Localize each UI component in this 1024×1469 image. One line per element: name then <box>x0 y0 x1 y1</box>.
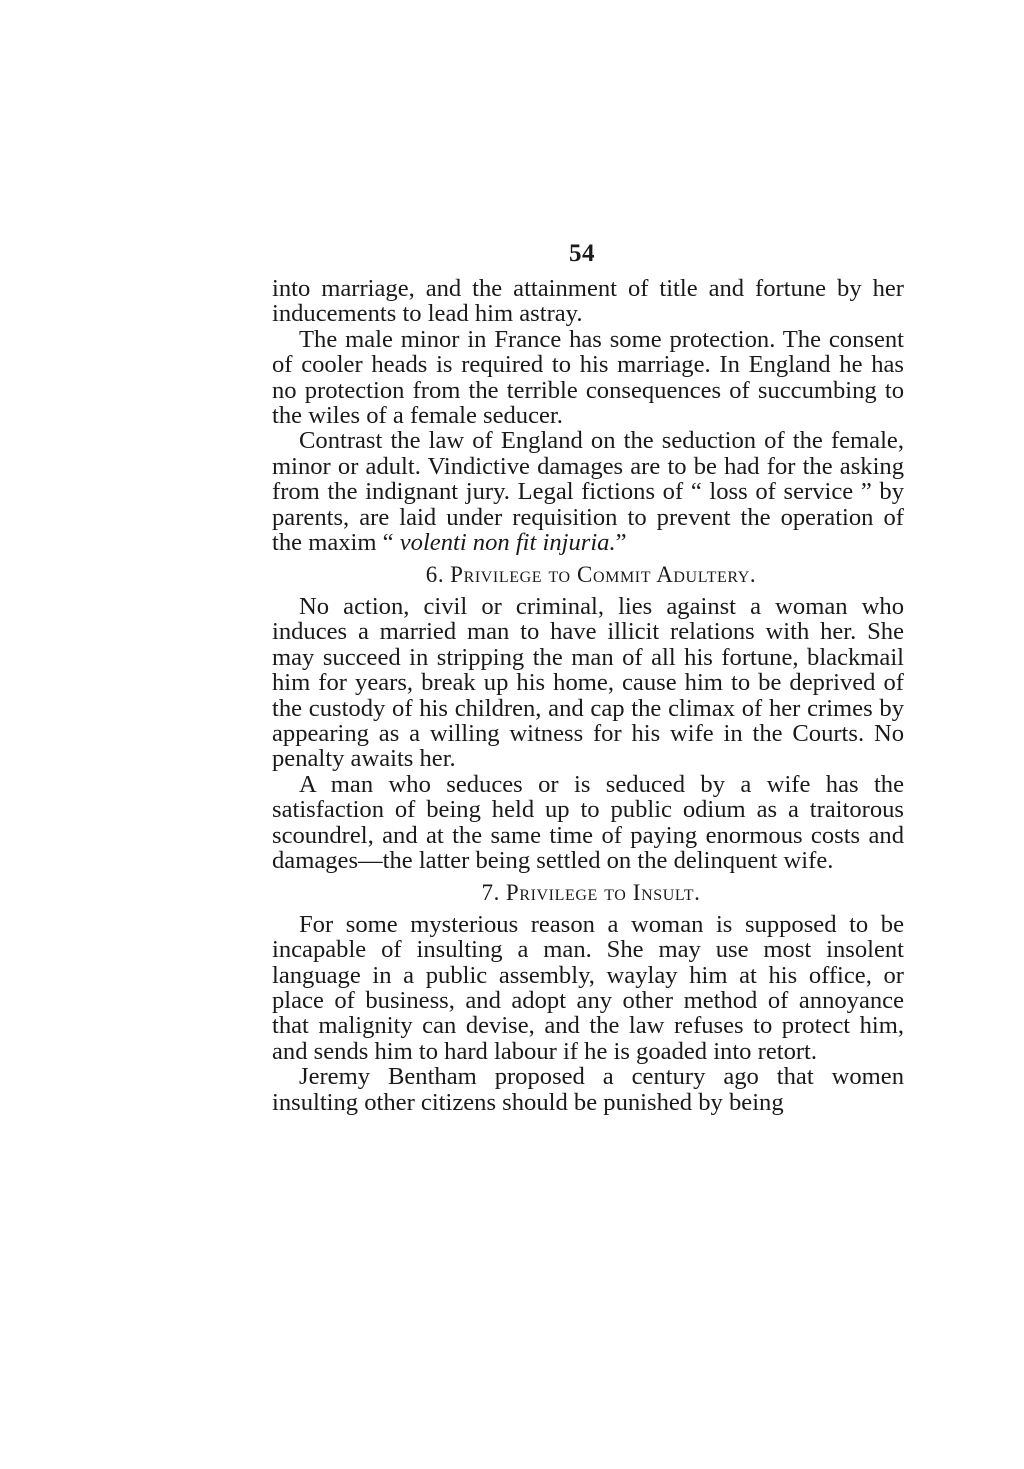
contrast-text: Contrast the law of England on the seduction of the female, minor or adult. Vindictive damages are to be had for the asking from the indignant jury. Legal fictions of “ loss of service ” by parents, are laid under requisition to prevent the operation of the maxim <box>272 427 904 557</box>
section-number: 6. <box>425 562 445 588</box>
section-title: Privilege to Commit Adultery. <box>450 562 757 588</box>
paragraph-bentham: Jeremy Bentham proposed a century ago that women insulting other citizens should be punished by being <box>272 1063 904 1116</box>
paragraph-continuation: into marriage, and the attainment of title and fortune by her inducements to lead him astray. <box>272 275 904 328</box>
paragraph-male-minor: The male minor in France has some protection. The consent of cooler heads is required to his marriage. In England he has no protection from the terrible consequences of succumbing to the wiles of a female seducer. <box>272 325 904 430</box>
section-heading-insult <box>272 880 904 905</box>
section-heading-adultery <box>272 562 904 587</box>
latin-maxim: volenti non fit injuria. <box>399 529 616 557</box>
paragraph-contrast-law <box>272 428 904 555</box>
maxim-open-quote: “ <box>382 529 400 557</box>
body-text <box>272 276 904 1115</box>
paragraph-mysterious-reason: For some mysterious reason a woman is supposed to be incapable of insulting a man. She may use most insolent language in a public assembly, waylay him at his office, or place of business, and adopt any other method of annoyance that malignity can devise, and the law refuses to protect him, and sends him to hard labour if he is goaded into retort. <box>272 910 904 1065</box>
page-number: 54 <box>569 240 595 267</box>
paragraph-seduced-by-wife: A man who seduces or is seduced by a wife has the satisfaction of being held up to public odium as a traitorous scoundrel, and at the same time of paying enormous costs and damages—the latter being settled on the delinquent wife. <box>272 770 904 874</box>
section-title: Privilege to Insult. <box>505 880 701 906</box>
maxim-close-quote: ” <box>615 529 627 557</box>
paragraph-no-action: No action, civil or criminal, lies against a woman who induces a married man to have illicit relations with her. She may succeed in stripping the man of all his fortune, blackmail him for years, break up his home, cause him to be deprived of the custody of his children, and cap the climax of her crimes by appearing as a willing witness for his wife in the Courts. No penalty awaits her. <box>272 592 904 773</box>
section-number: 7. <box>481 880 500 906</box>
